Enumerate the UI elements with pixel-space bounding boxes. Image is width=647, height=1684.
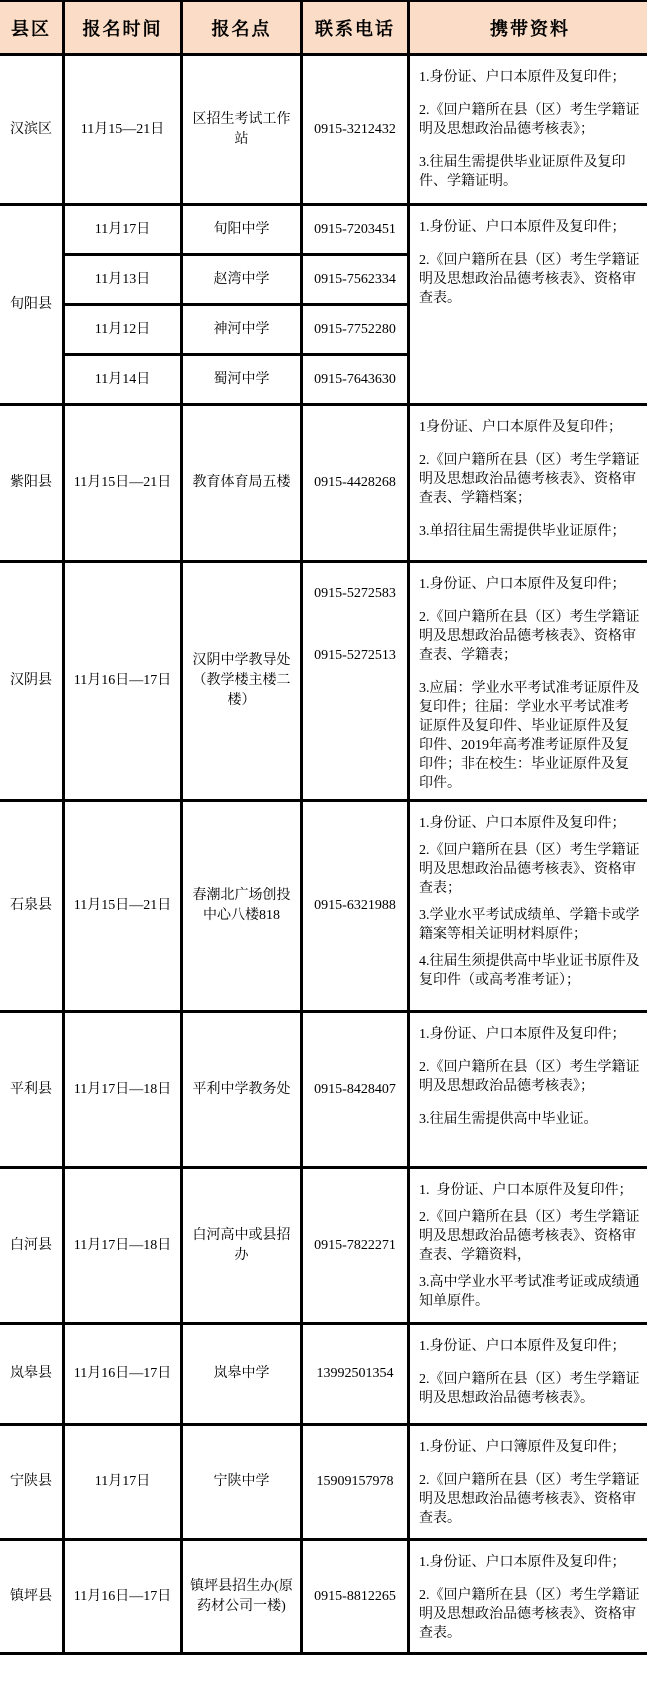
material-item: 1.身份证、户口本原件及复印件； [419,1555,626,1570]
materials-cell [409,562,647,801]
county-cell: 镇坪县 [0,1540,64,1654]
material-item: 2.《回户籍所在县（区）考生学籍证明及思想政治品德考核表》、资格审查表、学籍档案； [419,453,640,506]
county-cell: 白河县 [0,1168,64,1324]
phone-cell: 0915-7562334 [302,255,409,305]
point-cell: 岚皋中学 [182,1324,302,1425]
material-item: 4.往届生须提供高中毕业证书原件及复印件（或高考准考证）； [419,954,640,988]
material-item: 1.身份证、户口本原件及复印件； [419,70,626,85]
material-item: 2.《回户籍所在县（区）考生学籍证明及思想政治品德考核表》、资格审查表、学籍资料， [419,1210,640,1263]
county-cell: 宁陕县 [0,1425,64,1540]
materials-cell [409,801,647,1012]
col-header-point: 报名点 [182,1,302,55]
phone-number: 0915-5272513 [314,648,396,663]
materials-cell [409,55,647,205]
material-item: 3.往届生需提供毕业证原件及复印件、学籍证明。 [419,155,626,189]
material-item: 2.《回户籍所在县（区）考生学籍证明及思想政治品德考核表》、资格审查表； [419,843,640,896]
material-item: 2.《回户籍所在县（区）考生学籍证明及思想政治品德考核表》、资格审查表。 [419,1473,640,1526]
county-cell: 旬阳县 [0,205,64,405]
table-row [0,205,647,255]
time-cell: 11月13日 [64,255,182,305]
table-row [0,1425,647,1540]
table-row [0,55,647,205]
materials-cell [409,1168,647,1324]
time-cell: 11月15日—21日 [64,405,182,562]
material-item: 1.身份证、户口本原件及复印件； [419,816,626,831]
county-cell: 汉阴县 [0,562,64,801]
point-cell: 蜀河中学 [182,355,302,405]
time-cell: 11月12日 [64,305,182,355]
materials-cell [409,1425,647,1540]
table-row [0,1168,647,1324]
table-row [0,1324,647,1425]
material-item: 2.《回户籍所在县（区）考生学籍证明及思想政治品德考核表》； [419,103,640,137]
time-cell: 11月15—21日 [64,55,182,205]
time-cell: 11月17日 [64,205,182,255]
col-header-materials: 携带资料 [409,1,647,55]
phone-number: 0915-5272583 [314,586,396,601]
table-header [0,1,647,55]
material-item: 1.身份证、户口本原件及复印件； [419,1027,626,1042]
phone-cell: 0915-4428268 [302,405,409,562]
time-cell: 11月17日—18日 [64,1168,182,1324]
time-cell: 11月17日—18日 [64,1012,182,1168]
point-cell: 平利中学教务处 [182,1012,302,1168]
materials-cell [409,1324,647,1425]
county-cell: 岚皋县 [0,1324,64,1425]
table-row [0,801,647,1012]
material-item: 1身份证、户口本原件及复印件； [419,420,622,435]
phone-cell [302,562,409,801]
county-cell: 紫阳县 [0,405,64,562]
header-row [0,1,647,55]
time-cell: 11月15日—21日 [64,801,182,1012]
material-item: 1.身份证、户口本原件及复印件； [419,577,626,592]
material-item: 1.身份证、户口本原件及复印件； [419,220,626,235]
phone-cell: 0915-7203451 [302,205,409,255]
point-cell: 教育体育局五楼 [182,405,302,562]
table-row [0,405,647,562]
time-cell: 11月16日—17日 [64,1540,182,1654]
time-cell: 11月16日—17日 [64,562,182,801]
col-header-county: 县区 [0,1,64,55]
county-cell: 平利县 [0,1012,64,1168]
phone-cell: 0915-7643630 [302,355,409,405]
county-cell: 石泉县 [0,801,64,1012]
phone-cell: 0915-7752280 [302,305,409,355]
material-item: 1.身份证、户口簿原件及复印件； [419,1440,626,1455]
phone-cell: 0915-6321988 [302,801,409,1012]
table-row [0,1540,647,1654]
phone-cell: 15909157978 [302,1425,409,1540]
phone-cell: 0915-8428407 [302,1012,409,1168]
material-item: 3.高中学业水平考试准考证或成绩通知单原件。 [419,1275,640,1309]
material-item: 2.《回户籍所在县（区）考生学籍证明及思想政治品德考核表》、资格审查表、学籍表； [419,610,640,663]
col-header-time: 报名时间 [64,1,182,55]
point-cell: 区招生考试工作站 [182,55,302,205]
material-item: 1.身份证、户口本原件及复印件； [419,1339,626,1354]
materials-cell [409,405,647,562]
table-row [0,562,647,801]
materials-cell [409,1012,647,1168]
material-item: 2.《回户籍所在县（区）考生学籍证明及思想政治品德考核表》； [419,1060,640,1094]
phone-cell: 0915-8812265 [302,1540,409,1654]
point-cell: 春潮北广场创投中心八楼818 [182,801,302,1012]
point-cell: 神河中学 [182,305,302,355]
phone-cell: 13992501354 [302,1324,409,1425]
material-item: 3.往届生需提供高中毕业证。 [419,1112,598,1127]
material-item: 2.《回户籍所在县（区）考生学籍证明及思想政治品德考核表》、资格审查表。 [419,253,640,306]
point-cell: 镇坪县招生办(原药材公司一楼) [182,1540,302,1654]
point-cell: 宁陕中学 [182,1425,302,1540]
phone-cell: 0915-3212432 [302,55,409,205]
time-cell: 11月14日 [64,355,182,405]
time-cell: 11月17日 [64,1425,182,1540]
material-item: 3.应届：学业水平考试准考证原件及复印件；往届：学业水平考试准考证原件及复印件、毕业证原件及复印件、2019年高考准考证原件及复印件；非在校生：毕业证原件及复印件。 [419,681,640,791]
time-cell: 11月16日—17日 [64,1324,182,1425]
phone-cell: 0915-7822271 [302,1168,409,1324]
point-cell: 汉阴中学教导处（教学楼主楼二楼） [182,562,302,801]
materials-cell [409,1540,647,1654]
material-item: 2.《回户籍所在县（区）考生学籍证明及思想政治品德考核表》。 [419,1372,640,1406]
material-item: 2.《回户籍所在县（区）考生学籍证明及思想政治品德考核表》、资格审查表。 [419,1588,640,1641]
material-item: 1. 身份证、户口本原件及复印件； [419,1183,633,1198]
material-item: 3.单招往届生需提供毕业证原件； [419,524,626,539]
materials-cell [409,205,647,405]
county-cell: 汉滨区 [0,55,64,205]
material-item: 3.学业水平考试成绩单、学籍卡或学籍案等相关证明材料原件； [419,908,640,942]
table-row [0,1012,647,1168]
point-cell: 白河高中或县招办 [182,1168,302,1324]
col-header-phone: 联系电话 [302,1,409,55]
point-cell: 旬阳中学 [182,205,302,255]
point-cell: 赵湾中学 [182,255,302,305]
